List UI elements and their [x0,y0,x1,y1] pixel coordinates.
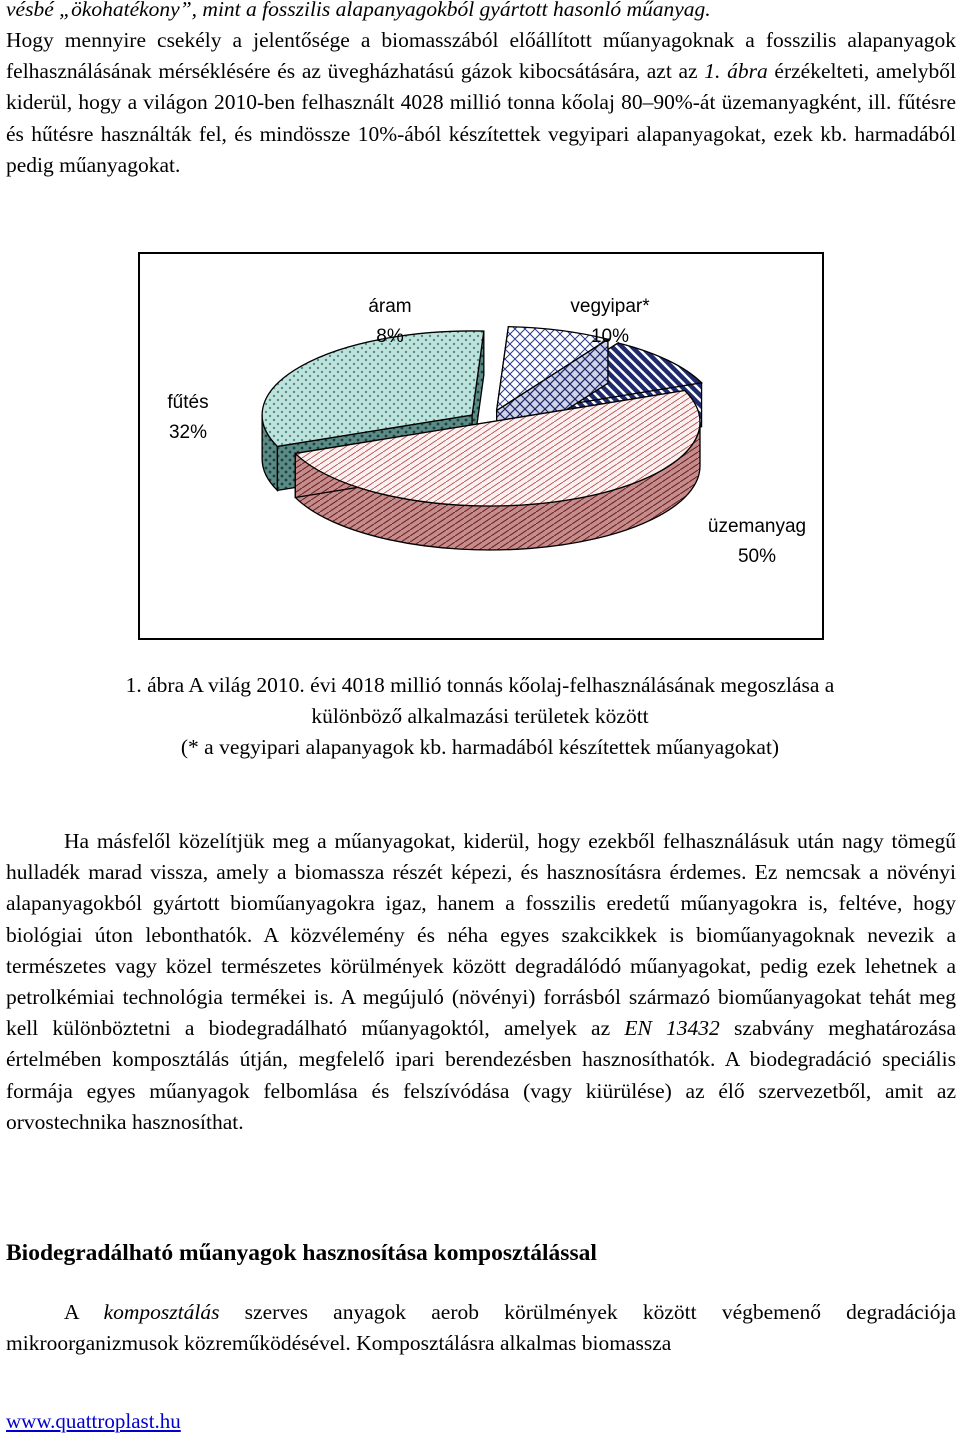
label-chem-value: 10% [590,326,630,347]
label-chem [550,292,670,352]
pie-slices [262,327,701,550]
figure-caption-line1: 1. ábra A világ 2010. évi 4018 millió tonnás kőolaj-felhasználásának megoszlása a [125,673,835,697]
pie-chart [138,252,824,640]
label-heating [148,388,228,448]
intro-paragraph: Hogy mennyire csekély a jelentősége a biomasszából előállított műanyagoknak a fosszilis alapanyagok felhasználásának mérséklésére és az üvegházhatású gázok kibocsátására, azt az 1. ábra érzékelteti, amelyből kiderül, hogy a világon 2010-ben felhasznált 4028 millió tonna kőolaj 80–90%-át üzemanyagként, ill. fűtésre és hűtésre használták fel, és mindössze 10%-ából készítettek vegyipari alapanyagokat, ezek kb. harmadából pedig műanyagokat. [6,28,956,177]
intro-first-line: vésbé „ökohatékony”, mint a fosszilis alapanyagokból gyártott hasonló műanyag. [6,0,711,21]
label-fuel-name: üzemanyag [707,516,807,537]
label-power-value: 8% [376,326,404,347]
body-paragraph: Ha másfelől közelítjük meg a műanyagokat, kiderül, hogy ezekből felhasználásuk után nagy tömegű hulladék marad vissza, amely a biomassza részét képezi, és hasznosításra érdemes. Ez nemcsak a növényi alapanyagokból gyártott bioműanyagokra igaz, hanem a fosszilis eredetű műanyagokra is, feltéve, hogy biológiai úton lebonthatók. A közvélemény és néha egyes szakcikkek is bioműanyagoknak nevezik a természetes vagy közel természetes körülmények között degradálódó műanyagokat, pedig ezek lehetnek a petrolkémiai technológia termékei is. A megújuló (növényi) forrásból származó bioműanyagokat tehát meg kell különböztetni a biodegradálható műanyagoktól, amelyek az EN 13432 szabvány meghatározása értelmében komposztálás útján, megfelelő ipari berendezésben hasznosíthatók. A biodegradáció speciális formája egyes műanyagok felbomlása és felszívódása (vagy kiürülése) az élő szervezetből, amit az orvostechnika hasznosíthat. [6,829,956,1134]
section-paragraph: A komposztálás szerves anyagok aerob körülmények között végbemenő degradációja mikroorganizmusok közreműködésével. Komposztálásra alkalmas biomassza [6,1300,956,1356]
label-heating-value: 32% [168,422,208,443]
term-composting: komposztálás [103,1300,220,1324]
label-chem-name: vegyipar* [570,296,650,317]
website-link[interactable]: www.quattroplast.hu [6,1409,181,1433]
label-heating-name: fűtés [167,392,209,413]
section-heading: Biodegradálható műanyagok hasznosítása komposztálással [6,1240,597,1266]
figure-caption-line3: (* a vegyipari alapanyagok kb. harmadából készítettek műanyagokat) [180,735,780,759]
label-power-name: áram [368,296,412,317]
figure-reference: 1. ábra [704,59,768,84]
label-fuel-value: 50% [737,546,777,567]
label-power [350,292,430,352]
standard-reference: EN 13432 [624,1016,720,1041]
figure-caption-line2: különböző alkalmazási területek között [311,704,649,728]
pie-chart-svg [140,254,826,642]
label-fuel [692,512,822,572]
